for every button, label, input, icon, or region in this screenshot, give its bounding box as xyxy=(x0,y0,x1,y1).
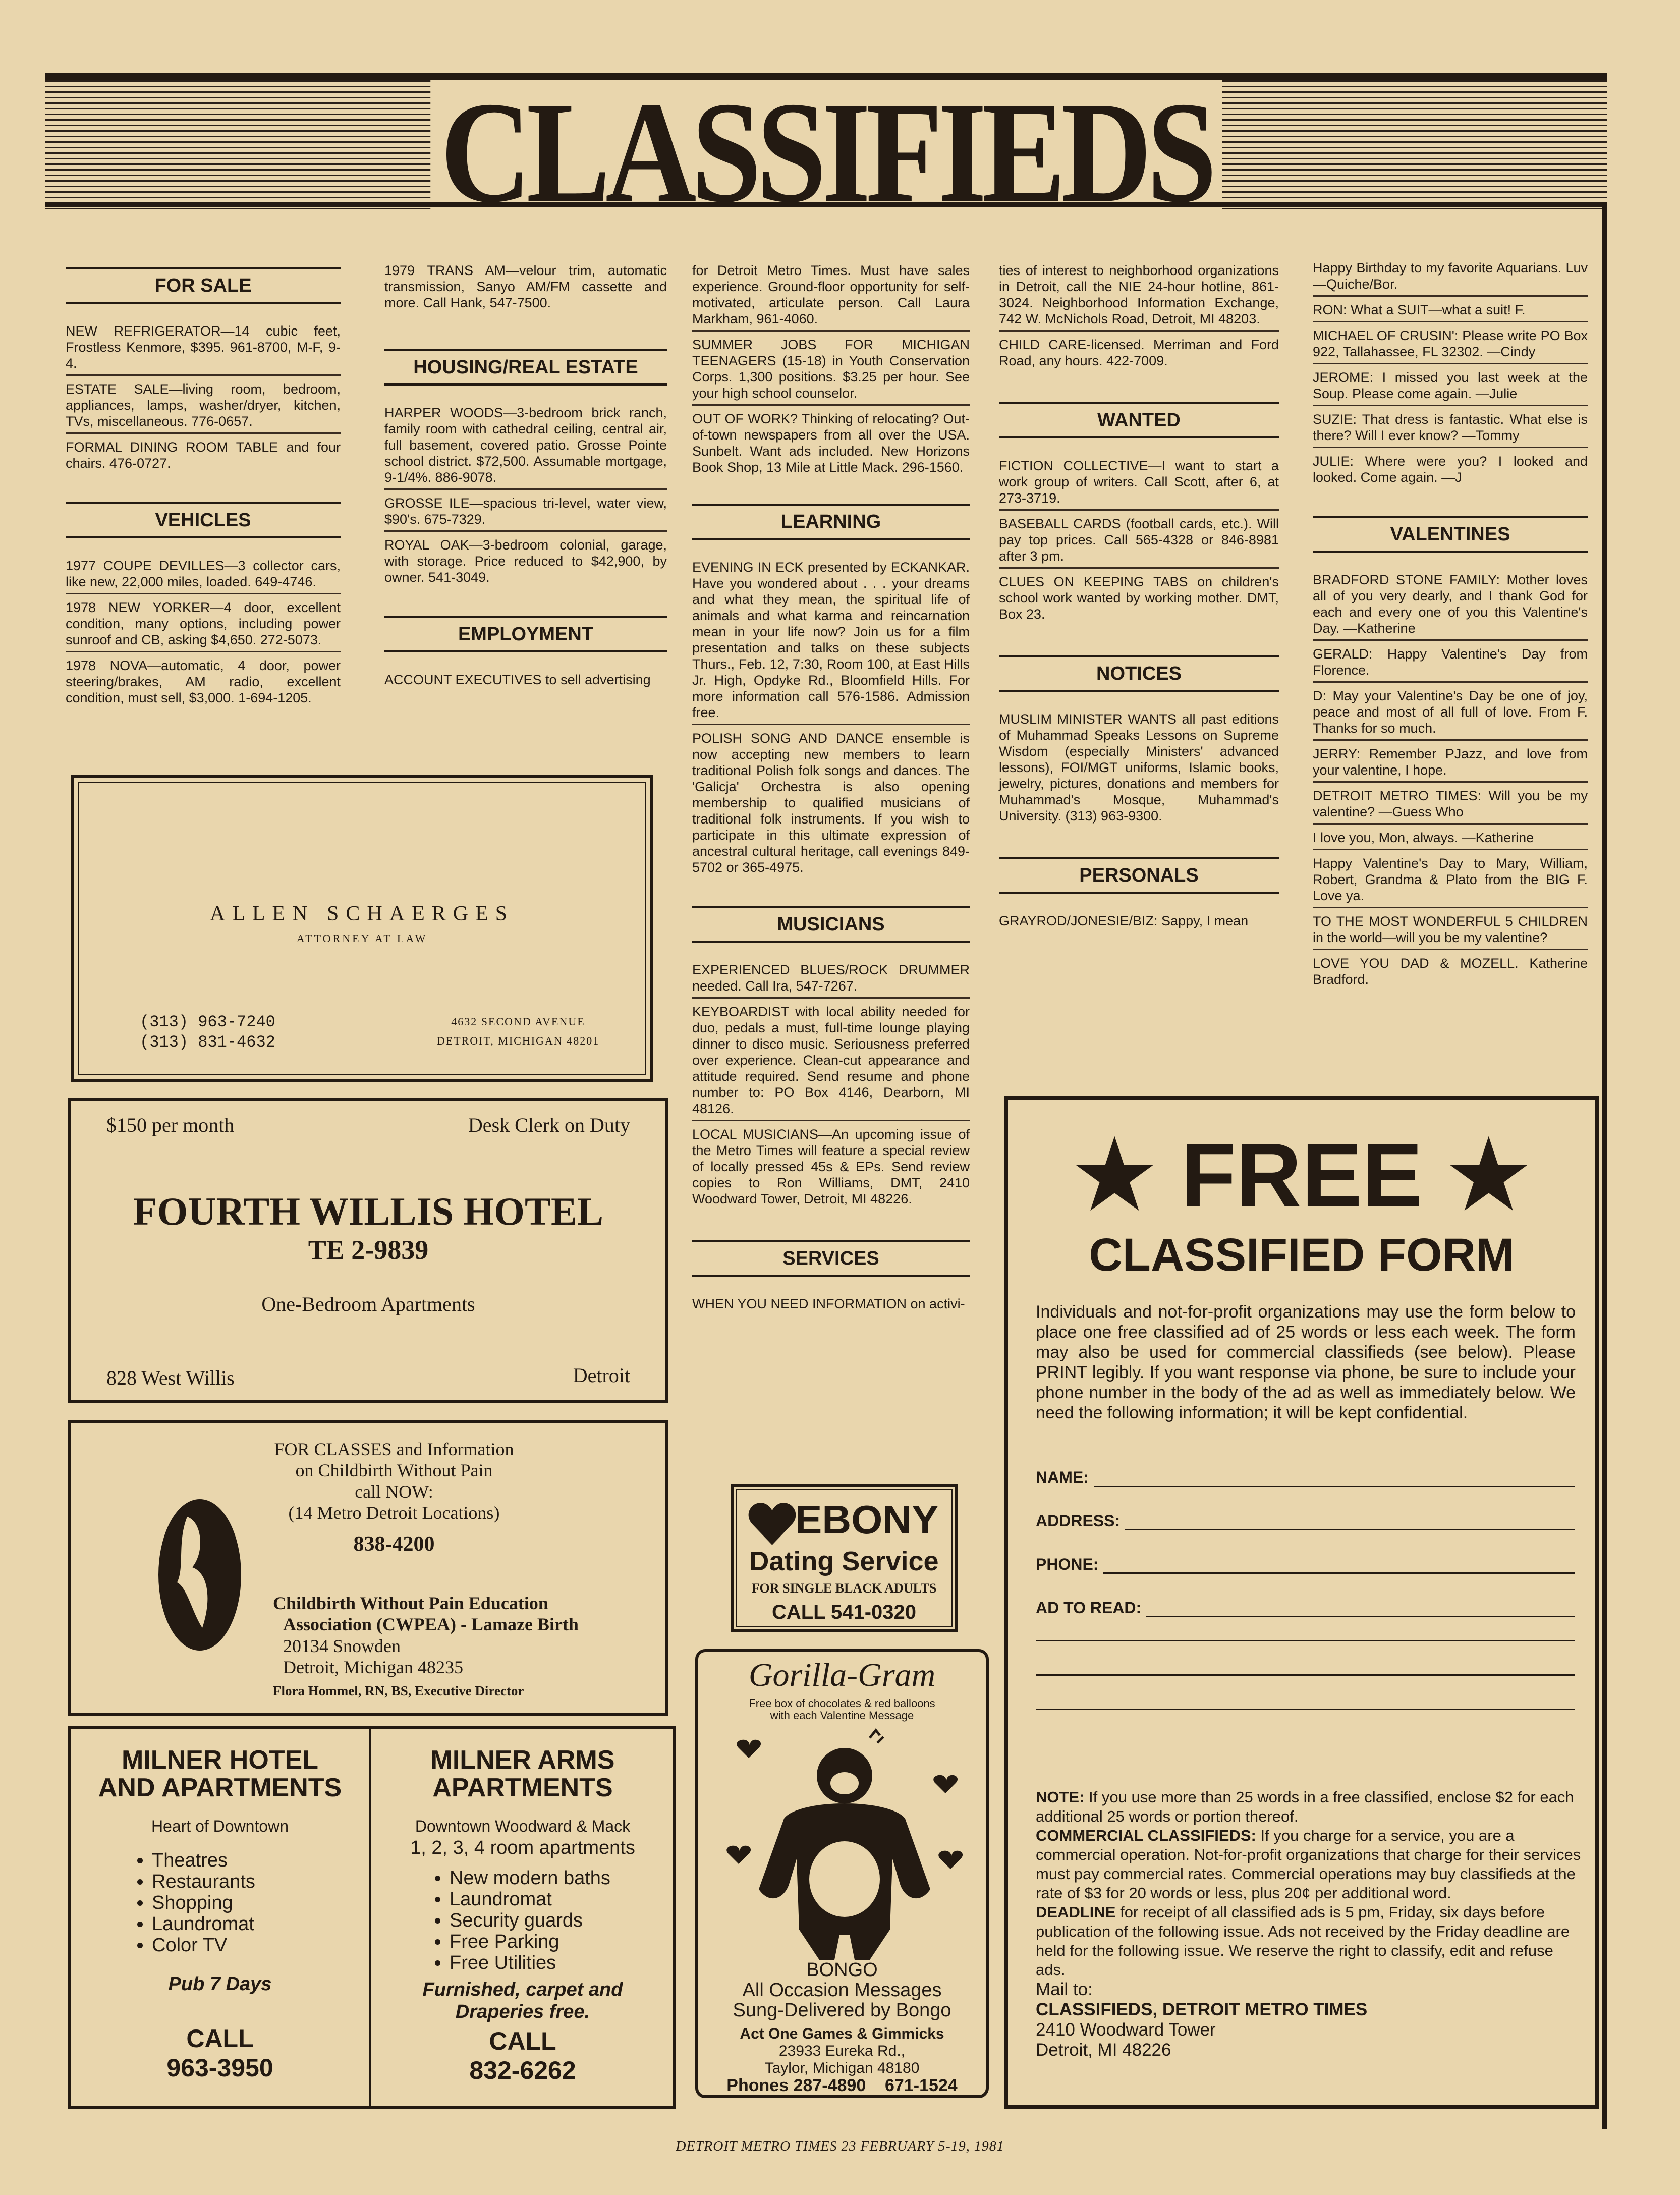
gorilla-line-5: Taylor, Michigan 48180 xyxy=(764,2060,920,2076)
list-item: GRAYROD/JONESIE/BIZ: Sappy, I mean xyxy=(999,913,1249,928)
list-item: CLUES ON KEEPING TABS on children's school work wanted by working mother. DMT, Box 23. xyxy=(999,574,1279,622)
list-item: Happy Birthday to my favorite Aquarians. Luv—Quiche/Bor. xyxy=(1313,260,1588,297)
hotel-phone: TE 2-9839 xyxy=(308,1235,429,1265)
milner-hotel-subtitle: Heart of Downtown xyxy=(151,1817,289,1835)
milner-hotel-features xyxy=(106,1850,255,1956)
list-item: 1979 TRANS AM—velour trim, automatic transmission, Sanyo AM/FM cassette and more. Call Hank, 547-7500. xyxy=(384,263,667,310)
gorilla-title: Gorilla-Gram xyxy=(748,1657,936,1693)
list-item: • Security guards xyxy=(450,1910,610,1931)
list-item: for Detroit Metro Times. Must have sales experience. Ground-floor opportunity for self-motivated, articulate person. Call Laura Markham, 961-4060. xyxy=(692,262,970,332)
address-field[interactable] xyxy=(1125,1517,1575,1530)
milner-arms-phone: 832-6262 xyxy=(469,2056,576,2084)
ebony-call: CALL 541-0320 xyxy=(771,1601,917,1623)
list-item: • Free Parking xyxy=(450,1931,610,1952)
gorilla-name: BONGO xyxy=(806,1959,878,1981)
list-item: TO THE MOST WONDERFUL 5 CHILDREN in the world—will you be my valentine? xyxy=(1313,913,1588,950)
attorney-address-2: DETROIT, MICHIGAN 48201 xyxy=(436,1034,600,1047)
milner-arms-furnished-1: Furnished, carpet and xyxy=(422,1979,623,2000)
section-head-wanted: WANTED xyxy=(999,402,1279,438)
milner-arms-call: CALL xyxy=(489,2027,556,2055)
list-item: BASEBALL CARDS (football cards, etc.). Will pay top prices. Call 565-4328 or 846-8981 after 3 pm. xyxy=(999,516,1279,569)
section-head-valentines: VALENTINES xyxy=(1313,516,1588,553)
list-item: ACCOUNT EXECUTIVES to sell advertising xyxy=(384,672,651,687)
list-item: LOCAL MUSICIANS—An upcoming issue of the Metro Times will feature a special review of locally pressed 45s & EPs. Send review copies to Ron Williams, DMT, 2410 Woodward Tower, Detroit, MI 48226. xyxy=(692,1127,970,1206)
list-item: JULIE: Where were you? I looked and looked. Come again. —J xyxy=(1313,454,1588,485)
list-item: OUT OF WORK? Thinking of relocating? Out-of-town newspapers from all over the USA. Sunbelt. Want ads included. New Horizons Book Shop, 13 Mile at Little Mack. 296-1560. xyxy=(692,411,970,475)
gorilla-sub-2: with each Valentine Message xyxy=(770,1709,914,1722)
hotel-ad xyxy=(68,1098,668,1403)
list-item: RON: What a SUIT—what a suit! F. xyxy=(1313,302,1588,322)
list-item: • New modern baths xyxy=(450,1868,610,1889)
list-item: DETROIT METRO TIMES: Will you be my valentine? —Guess Who xyxy=(1313,788,1588,825)
childbirth-ad xyxy=(68,1420,668,1716)
name-field[interactable] xyxy=(1094,1473,1575,1487)
section-head-housing: HOUSING/REAL ESTATE xyxy=(384,349,667,386)
list-item: FICTION COLLECTIVE—I want to start a work group of writers. Call Scott, after 6, at 273-3719. xyxy=(999,458,1279,511)
free-classified-form xyxy=(1004,1096,1599,2109)
list-item: POLISH SONG AND DANCE ensemble is now accepting new members to learn traditional Polish folk songs and dances. The 'Galicja' Orchestra is also opening membership to qualified musicians of traditional folk instruments. If you wish to participate in this ultimate expression of ancestral cultural heritage, call evenings 849-5702 or 365-4975. xyxy=(692,731,970,875)
deadline-label: DEADLINE xyxy=(1036,1903,1116,1921)
star-icon: ★ xyxy=(1448,1125,1530,1226)
attorney-address-1: 4632 SECOND AVENUE xyxy=(451,1015,585,1028)
ad-text-field[interactable] xyxy=(1146,1604,1575,1617)
hotel-description: One-Bedroom Apartments xyxy=(261,1293,475,1315)
list-item: 1978 NOVA—automatic, 4 door, power steering/brakes, AM radio, excellent condition, must sell, $3,000. 1-694-1205. xyxy=(66,658,341,705)
list-item: • Restaurants xyxy=(152,1871,255,1892)
column-2 xyxy=(384,262,667,696)
childbirth-org-2: Association (CWPEA) - Lamaze Birth xyxy=(283,1614,579,1634)
list-item: • Theatres xyxy=(152,1850,255,1871)
page-title: CLASSIFIEDS xyxy=(430,80,1222,226)
form-notes xyxy=(1036,1788,1583,2060)
commercial-label: COMMERCIAL CLASSIFIEDS: xyxy=(1036,1827,1256,1844)
gorilla-icon xyxy=(718,1728,971,1965)
list-item: WHEN YOU NEED INFORMATION on activi- xyxy=(692,1296,965,1311)
form-intro: Individuals and not-for-profit organizations may use the form below to place one free classified ad of 25 words or less each week. The form may also be used for commercial classifieds (see below). Please PRINT legibly. If you want response via phone, be sure to include your phone number in the body of the ad as well as immediately below. We need the following information; it will be kept confidential. xyxy=(1036,1302,1576,1422)
milner-hotel-pub: Pub 7 Days xyxy=(168,1973,272,1995)
list-item: • Shopping xyxy=(152,1892,255,1913)
mother-child-silhouette-icon xyxy=(157,1497,243,1653)
list-item: HARPER WOODS—3-bedroom brick ranch, family room with cathedral ceiling, central air, full basement, covered patio. Grosse Pointe school district. $72,500. Assumable mortgage, 9-1/4%. 886-9078. xyxy=(384,405,667,490)
list-item: FORMAL DINING ROOM TABLE and four chairs. 476-0727. xyxy=(66,440,341,471)
attorney-name: ALLEN SCHAERGES xyxy=(209,902,515,925)
ebony-title: EBONY xyxy=(795,1497,939,1542)
phone-label: PHONE: xyxy=(1036,1555,1099,1573)
gorilla-line-4: 23933 Eureka Rd., xyxy=(778,2043,906,2059)
phone-field[interactable] xyxy=(1103,1560,1575,1574)
childbirth-line-1: FOR CLASSES and Information xyxy=(274,1439,514,1459)
ebony-for: FOR SINGLE BLACK ADULTS xyxy=(751,1581,937,1596)
ad-text-line[interactable] xyxy=(1036,1693,1575,1710)
milner-arms-rooms: 1, 2, 3, 4 room apartments xyxy=(410,1837,635,1858)
ebony-subtitle: Dating Service xyxy=(749,1546,939,1576)
mail-address-3: Detroit, MI 48226 xyxy=(1036,2040,1171,2060)
childbirth-phone: 838-4200 xyxy=(353,1532,435,1556)
star-icon: ★ xyxy=(1074,1125,1155,1226)
hotel-price: $150 per month xyxy=(106,1114,235,1136)
free-heading: FREE xyxy=(1180,1125,1423,1226)
ebony-ad xyxy=(731,1484,958,1632)
deadline-text: for receipt of all classified ads is 5 pm, Friday, six days before publication of the following issue. Ads not received by the Friday deadline are held for the following issue. We reserve the right to classify, edit and refuse ads. xyxy=(1036,1903,1570,1979)
list-item: • Laundromat xyxy=(152,1913,255,1935)
list-item: • Free Utilities xyxy=(450,1952,610,1973)
gorilla-sub-1: Free box of chocolates & red balloons xyxy=(749,1697,935,1710)
section-head-vehicles: VEHICLES xyxy=(66,502,341,538)
milner-hotel-call: CALL xyxy=(186,2024,254,2053)
list-item: BRADFORD STONE FAMILY: Mother loves all of you very dearly, and I thank God for each and every one of you this Valentine's Day. —Katherine xyxy=(1313,572,1588,641)
childbirth-line-4: (14 Metro Detroit Locations) xyxy=(288,1503,500,1523)
list-item: SUZIE: That dress is fantastic. What else is there? Will I ever know? —Tommy xyxy=(1313,411,1588,448)
list-item: JEROME: I missed you last week at the Soup. Please come again. —Julie xyxy=(1313,369,1588,406)
list-item: D: May your Valentine's Day be one of joy, peace and most of all full of love. From F. Thanks for so much. xyxy=(1313,688,1588,741)
list-item: • Laundromat xyxy=(450,1889,610,1910)
attorney-title: ATTORNEY AT LAW xyxy=(296,932,428,945)
milner-hotel-title-1: MILNER HOTEL xyxy=(122,1745,318,1775)
list-item: EVENING IN ECK presented by ECKANKAR. Have you wondered about . . . your dreams and what they mean, the spiritual life of animals and what karma and reincarnation mean in your life now? Join us for a film presentation and talks on these subjects Thurs., Feb. 12, 7:30, Room 100, at East Hills Jr. High, Opdyke Rd., Bloomfield Hills. For more information call 576-1586. Admission free. xyxy=(692,559,970,725)
list-item: 1978 NEW YORKER—4 door, excellent condition, many options, including power sunroof and CB, asking $4,650. 272-5073. xyxy=(66,599,341,652)
list-item: ties of interest to neighborhood organizations in Detroit, call the NIE 24-hour hotline, 861-3024. Neighborhood Information Exchange, 742 W. McNichols Road, Detroit, MI 48203. xyxy=(999,262,1279,332)
milner-arms-subtitle: Downtown Woodward & Mack xyxy=(415,1817,631,1835)
list-item: ESTATE SALE—living room, bedroom, appliances, lamps, washer/dryer, kitchen, TVs, miscellaneous. 776-0657. xyxy=(66,381,341,434)
list-item: GERALD: Happy Valentine's Day from Florence. xyxy=(1313,646,1588,683)
ad-text-line[interactable] xyxy=(1036,1659,1575,1676)
list-item: • Color TV xyxy=(152,1935,255,1956)
section-head-personals: PERSONALS xyxy=(999,857,1279,894)
list-item: 1977 COUPE DEVILLES—3 collector cars, like new, 22,000 miles, loaded. 649-4746. xyxy=(66,558,341,594)
childbirth-line-3: call NOW: xyxy=(355,1481,433,1502)
form-title: CLASSIFIED FORM xyxy=(1089,1229,1515,1281)
hotel-name: FOURTH WILLIS HOTEL xyxy=(133,1189,604,1233)
gorilla-phones: Phones 287-4890 671-1524 xyxy=(726,2076,958,2095)
list-item: ROYAL OAK—3-bedroom colonial, garage, with storage. Price reduced to $42,900, by owner. 541-3049. xyxy=(384,537,667,585)
section-head-musicians: MUSICIANS xyxy=(692,906,970,943)
milner-arms-furnished-2: Draperies free. xyxy=(455,2001,590,2022)
section-head-employment: EMPLOYMENT xyxy=(384,616,667,652)
ad-to-read-label: AD TO READ: xyxy=(1036,1599,1142,1617)
milner-arms-title-1: MILNER ARMS xyxy=(430,1745,615,1775)
section-head-services: SERVICES xyxy=(692,1240,970,1277)
masthead xyxy=(45,72,1607,233)
milner-arms-title-2: APARTMENTS xyxy=(432,1773,613,1802)
column-3 xyxy=(692,262,970,1320)
list-item: Happy Valentine's Day to Mary, William, Robert, Grandma & Plato from the BIG F. Love ya. xyxy=(1313,855,1588,908)
attorney-phone-2: (313) 831-4632 xyxy=(140,1033,275,1052)
note-label: NOTE: xyxy=(1036,1788,1085,1806)
gorilla-ad xyxy=(695,1649,989,2098)
list-item: LOVE YOU DAD & MOZELL. Katherine Bradford. xyxy=(1313,956,1588,987)
list-item: GROSSE ILE—spacious tri-level, water view, $90's. 675-7329. xyxy=(384,495,667,532)
mail-address-1: CLASSIFIEDS, DETROIT METRO TIMES xyxy=(1036,2000,1368,2019)
note-text: If you use more than 25 words in a free classified, enclose $2 for each additional 25 words or portion thereof. xyxy=(1036,1788,1574,1825)
childbirth-line-2: on Childbirth Without Pain xyxy=(295,1460,493,1480)
milner-ads xyxy=(68,1726,676,2109)
list-item: KEYBOARDIST with local ability needed for duo, pedals a must, full-time lounge playing dinner to disco music. Seriousness preferred over experience. Clean-cut appearance and attitude required. Send resume and phone number to: PO Box 4146, Dearborn, MI 48126. xyxy=(692,1004,970,1121)
heart-icon xyxy=(748,1501,796,1547)
hotel-address: 828 West Willis xyxy=(106,1366,235,1389)
list-item: NEW REFRIGERATOR—14 cubic feet, Frostless Kenmore, $395. 961-8700, M-F, 9-4. xyxy=(66,323,341,376)
childbirth-director: Flora Hommel, RN, BS, Executive Director xyxy=(273,1683,524,1698)
column-1 xyxy=(66,252,341,714)
ad-text-line[interactable] xyxy=(1036,1625,1575,1641)
gorilla-line-3: Act One Games & Gimmicks xyxy=(740,2025,944,2042)
column-4 xyxy=(999,262,1279,937)
gorilla-line-2: Sung-Delivered by Bongo xyxy=(733,2000,951,2021)
list-item: SUMMER JOBS FOR MICHIGAN TEENAGERS (15-18) in Youth Conservation Corps. 1,300 positions. $3.25 per hour. See your high school counselor. xyxy=(692,337,970,406)
milner-arms-features xyxy=(404,1868,610,1973)
column-5 xyxy=(1313,260,1588,996)
attorney-phone-1: (313) 963-7240 xyxy=(140,1013,275,1031)
childbirth-address-2: Detroit, Michigan 48235 xyxy=(283,1657,463,1677)
footer: DETROIT METRO TIMES 23 FEBRUARY 5-19, 1981 xyxy=(676,2138,1004,2154)
address-label: ADDRESS: xyxy=(1036,1512,1121,1530)
hotel-city: Detroit xyxy=(573,1364,630,1387)
list-item: MICHAEL OF CRUSIN': Please write PO Box 922, Tallahassee, FL 32302. —Cindy xyxy=(1313,327,1588,364)
list-item: I love you, Mon, always. —Katherine xyxy=(1313,830,1588,850)
name-label: NAME: xyxy=(1036,1468,1089,1487)
section-head-notices: NOTICES xyxy=(999,655,1279,692)
section-head-for-sale: FOR SALE xyxy=(66,267,341,304)
hotel-clerk: Desk Clerk on Duty xyxy=(468,1114,630,1136)
gorilla-line-1: All Occasion Messages xyxy=(742,1980,942,2001)
section-head-learning: LEARNING xyxy=(692,504,970,540)
attorney-ad xyxy=(71,775,653,1082)
milner-hotel-phone: 963-3950 xyxy=(166,2054,273,2082)
childbirth-org-1: Childbirth Without Pain Education xyxy=(273,1593,548,1613)
milner-hotel-title-2: AND APARTMENTS xyxy=(98,1773,342,1802)
list-item: MUSLIM MINISTER WANTS all past editions of Muhammad Speaks Lessons on Supreme Wisdom (especially Ministers' advanced lessons), FOI/MGT uniforms, Islamic books, jewelry, pictures, donations and members for Muhammad's Mosque, Muhammad's University. (313) 963-9300. xyxy=(999,711,1279,824)
mail-address-2: 2410 Woodward Tower xyxy=(1036,2020,1216,2040)
list-item: JERRY: Remember PJazz, and love from your valentine, I hope. xyxy=(1313,746,1588,783)
commercial-text: If you charge for a service, you are a commercial operation. Not-for-profit organizations that charge for their services must pay commercial rates. Commercial operations may buy classifieds at the rate of $3 for 20 words or less, plus 20¢ per additional word. xyxy=(1036,1827,1581,1902)
list-item: CHILD CARE-licensed. Merriman and Ford Road, any hours. 422-7009. xyxy=(999,337,1279,368)
childbirth-address-1: 20134 Snowden xyxy=(283,1636,401,1656)
mail-to: Mail to: xyxy=(1036,1980,1093,1999)
list-item: EXPERIENCED BLUES/ROCK DRUMMER needed. Call Ira, 547-7267. xyxy=(692,962,970,999)
